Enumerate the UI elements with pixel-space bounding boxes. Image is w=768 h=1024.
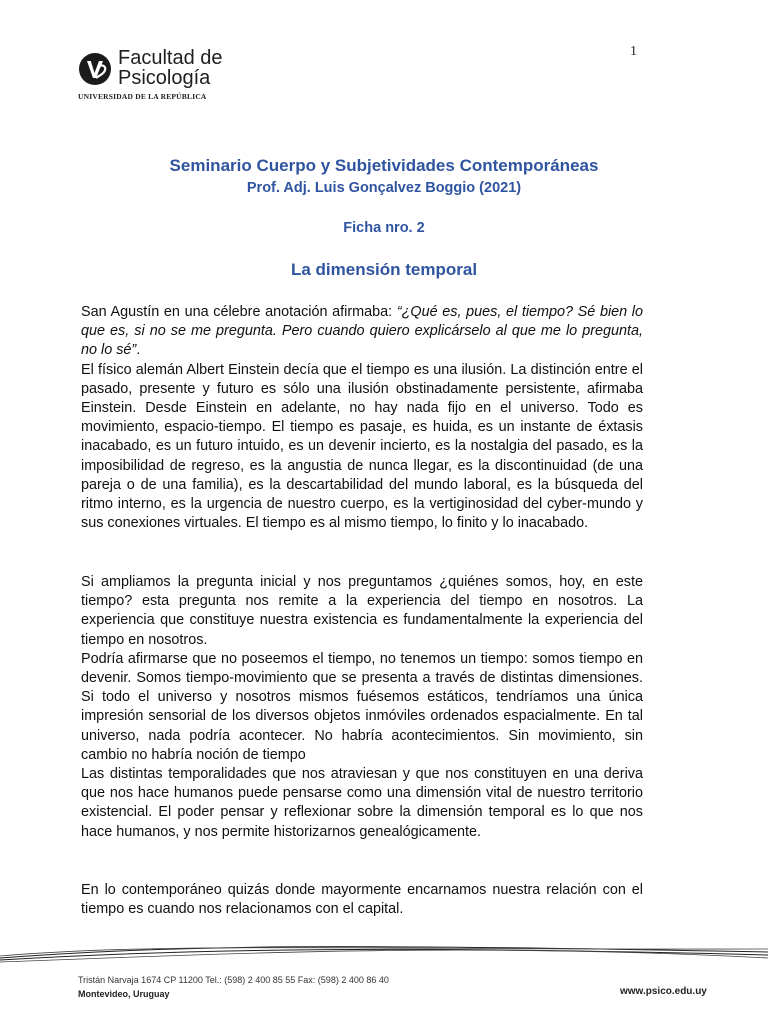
page-number: 1 — [630, 44, 637, 59]
professor-line: Prof. Adj. Luis Gonçalvez Boggio (2021) — [246, 180, 522, 196]
footer-website-link[interactable]: www.psico.edu.uy — [620, 986, 707, 997]
body-block-2 — [81, 573, 643, 842]
ficha-number: Ficha nro. 2 — [343, 220, 425, 236]
paragraph-augustine — [81, 303, 643, 361]
paragraph-capital: En lo contemporáneo quizás donde mayormente encarnamos nuestra relación con el tiempo es cuando nos relacionamos con el capital. — [81, 882, 643, 918]
footer-decorative-lines — [0, 940, 768, 970]
paragraph-temporalities: Las distintas temporalidades que nos atraviesan y que nos constituyen en una deriva que nos hace humanos puede pensarse como una dimensión vital de nuestro territorio existencial. El poder pensar y reflexionar sobre la dimensión temporal es lo que nos hace humanos, y nos permite historizarnos genealógicamente. — [81, 766, 643, 840]
paragraph-augustine-intro: San Agustín en una célebre anotación afirmaba: — [81, 304, 397, 320]
footer-city: Montevideo, Uruguay — [78, 989, 170, 999]
body-block-1 — [81, 303, 643, 533]
seminar-title: Seminario Cuerpo y Subjetividades Contemporáneas — [169, 156, 599, 175]
paragraph-augustine-end: . — [136, 342, 141, 359]
paragraph-einstein: El físico alemán Albert Einstein decía que el tiempo es una ilusión. La distinción entre el pasado, presente y futuro es sólo una ilusión obstinadamente persistente, afirmaba Einstein. Desde Einstein en adelante, no hay nada fijo en el universo. Todo es movimiento, espacio-tiempo. El tiempo es pasaje, es huida, es un instante de éxtasis inacabado, es un futuro intuido, es un devenir incierto, es la nostalgia del pasado, es la imposibilidad de regreso, es la angustia de nunca llegar, es la discontinuidad (de una pareja o de una familia), es la descartabilidad del mundo laboral, es la búsqueda del ritmo interno, es la urgencia de nuestro cuerpo, es la vertiginosidad del cyber-mundo y sus conexiones virtuales. El tiempo es al mismo tiempo, lo finito y lo inacabado. — [81, 361, 643, 532]
logo-line-2: Psicología — [118, 67, 211, 89]
paragraph-time-becoming: Podría afirmarse que no poseemos el tiempo, no tenemos un tiempo: somos tiempo en devenir. Somos tiempo-movimiento que se presenta a través de distintas dimensiones. Si todo el universo y nosotros mismos fuésemos estáticos, tendríamos una única impresión sensorial de los diversos objetos inmóviles ordenados espacialmente. En tal universo, nada podría acontecer. No habría acontecimientos. Sin movimiento, sin cambio no habría noción de tiempo — [81, 650, 643, 763]
body-block-3 — [81, 881, 643, 919]
footer-address: Tristán Narvaja 1674 CP 11200 Tel.: (598) 2 400 85 55 Fax: (598) 2 400 86 40 — [78, 975, 389, 985]
faculty-logo — [78, 48, 238, 104]
faculty-logo-icon — [78, 52, 114, 86]
augustine-quote: “¿Qué es, pues, el tiempo? Sé bien lo que es, si no se me pregunta. Pero cuando quiero explicárselo al que me lo pregunta, no lo sé” — [81, 304, 644, 359]
logo-line-1: Facultad de — [118, 47, 223, 69]
logo-university: UNIVERSIDAD DE LA REPÚBLICA — [78, 92, 207, 101]
paragraph-who-are-we: Si ampliamos la pregunta inicial y nos preguntamos ¿quiénes somos, hoy, en este tiempo? esta pregunta nos remite a la experiencia del tiempo en nosotros. La experiencia que constituye nuestra existencia es fundamentalmente la experiencia del tiempo en nosotros. — [81, 574, 643, 648]
section-title: La dimensión temporal — [290, 260, 478, 279]
